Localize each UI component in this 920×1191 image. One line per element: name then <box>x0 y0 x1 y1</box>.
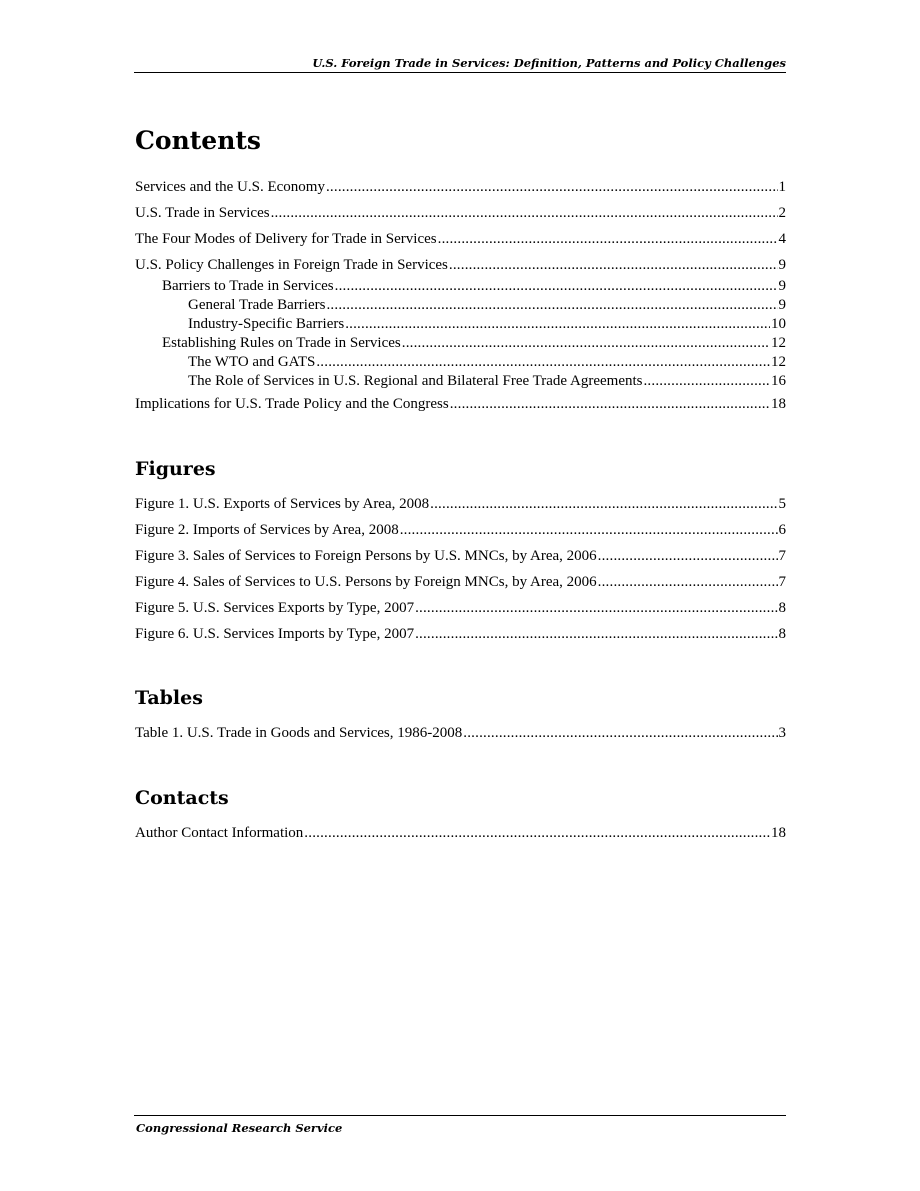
running-header: U.S. Foreign Trade in Services: Definition, Patterns and Policy Challenges <box>312 56 786 70</box>
toc-entry-page: 9 <box>778 257 786 273</box>
dot-leader <box>450 395 770 413</box>
toc-entry-us-trade-services[interactable] <box>135 204 786 222</box>
toc-entry-page: 10 <box>771 316 786 332</box>
toc-entry-page: 6 <box>778 522 786 538</box>
dot-leader <box>449 256 778 274</box>
toc-entry-title: U.S. Policy Challenges in Foreign Trade in Services <box>135 257 448 273</box>
dot-leader <box>326 296 777 314</box>
toc-entry-title: Figure 1. U.S. Exports of Services by Area, 2008 <box>135 496 430 512</box>
dot-leader <box>438 230 778 248</box>
toc-entry-services-economy[interactable] <box>135 178 786 196</box>
contacts-heading: Contacts <box>135 787 229 809</box>
dot-leader <box>415 599 777 617</box>
toc-entry-establishing-rules[interactable] <box>162 334 786 352</box>
toc-entry-title: Implications for U.S. Trade Policy and the Congress <box>135 396 449 412</box>
toc-entry-industry-barriers[interactable] <box>188 315 786 333</box>
toc-entry-title: The WTO and GATS <box>188 354 316 370</box>
toc-entry-policy-challenges[interactable] <box>135 256 786 274</box>
toc-entry-page: 8 <box>778 626 786 642</box>
toc-entry-title: Barriers to Trade in Services <box>162 278 334 294</box>
toc-entry-four-modes[interactable] <box>135 230 786 248</box>
toc-entry-page: 8 <box>778 600 786 616</box>
toc-entry-page: 4 <box>778 231 786 247</box>
toc-entry-page: 5 <box>778 496 786 512</box>
dot-leader <box>430 495 777 513</box>
toc-entry-title: General Trade Barriers <box>188 297 326 313</box>
toc-entry-title: Figure 3. Sales of Services to Foreign Persons by U.S. MNCs, by Area, 2006 <box>135 548 597 564</box>
toc-entry-title: Table 1. U.S. Trade in Goods and Services, 1986-2008 <box>135 725 463 741</box>
toc-entry-figure-3[interactable] <box>135 547 786 565</box>
toc-entry-title: Figure 2. Imports of Services by Area, 2008 <box>135 522 399 538</box>
toc-entry-general-barriers[interactable] <box>188 296 786 314</box>
toc-entry-page: 7 <box>778 548 786 564</box>
footer-rule <box>134 1115 786 1116</box>
contents-heading: Contents <box>135 126 262 155</box>
dot-leader <box>316 353 770 371</box>
toc-entry-page: 12 <box>771 354 786 370</box>
toc-entry-title: Figure 5. U.S. Services Exports by Type, 2007 <box>135 600 415 616</box>
dot-leader <box>271 204 778 222</box>
toc-entry-page: 18 <box>771 396 786 412</box>
dot-leader <box>400 521 778 539</box>
toc-entry-figure-5[interactable] <box>135 599 786 617</box>
toc-entry-title: Figure 4. Sales of Services to U.S. Persons by Foreign MNCs, by Area, 2006 <box>135 574 597 590</box>
dot-leader <box>598 547 778 565</box>
toc-entry-figure-2[interactable] <box>135 521 786 539</box>
toc-entry-role-of-services[interactable] <box>188 372 786 390</box>
dot-leader <box>463 724 777 742</box>
toc-entry-title: U.S. Trade in Services <box>135 205 270 221</box>
running-footer: Congressional Research Service <box>136 1121 343 1135</box>
toc-entry-page: 12 <box>771 335 786 351</box>
toc-entry-figure-1[interactable] <box>135 495 786 513</box>
toc-entry-page: 7 <box>778 574 786 590</box>
dot-leader <box>345 315 770 333</box>
toc-entry-page: 16 <box>771 373 786 389</box>
dot-leader <box>415 625 777 643</box>
toc-entry-author-contact[interactable] <box>135 824 786 842</box>
dot-leader <box>643 372 770 390</box>
toc-entry-page: 9 <box>778 278 786 294</box>
toc-entry-title: Services and the U.S. Economy <box>135 179 325 195</box>
dot-leader <box>402 334 770 352</box>
toc-entry-page: 3 <box>778 725 786 741</box>
dot-leader <box>598 573 778 591</box>
figures-heading: Figures <box>135 458 216 480</box>
toc-entry-page: 2 <box>778 205 786 221</box>
toc-entry-title: Figure 6. U.S. Services Imports by Type, 2007 <box>135 626 415 642</box>
toc-entry-figure-6[interactable] <box>135 625 786 643</box>
toc-entry-page: 1 <box>778 179 786 195</box>
tables-heading: Tables <box>135 687 203 709</box>
dot-leader <box>304 824 770 842</box>
toc-entry-table-1[interactable] <box>135 724 786 742</box>
header-rule <box>134 72 786 73</box>
toc-entry-wto-gats[interactable] <box>188 353 786 371</box>
toc-entry-title: Establishing Rules on Trade in Services <box>162 335 401 351</box>
toc-entry-title: Author Contact Information <box>135 825 304 841</box>
toc-entry-title: The Role of Services in U.S. Regional and Bilateral Free Trade Agreements <box>188 373 643 389</box>
toc-entry-barriers[interactable] <box>162 277 786 295</box>
toc-entry-figure-4[interactable] <box>135 573 786 591</box>
toc-entry-title: Industry-Specific Barriers <box>188 316 345 332</box>
dot-leader <box>335 277 778 295</box>
toc-entry-page: 9 <box>778 297 786 313</box>
toc-entry-implications[interactable] <box>135 395 786 413</box>
toc-entry-title: The Four Modes of Delivery for Trade in Services <box>135 231 437 247</box>
dot-leader <box>326 178 778 196</box>
toc-entry-page: 18 <box>771 825 786 841</box>
